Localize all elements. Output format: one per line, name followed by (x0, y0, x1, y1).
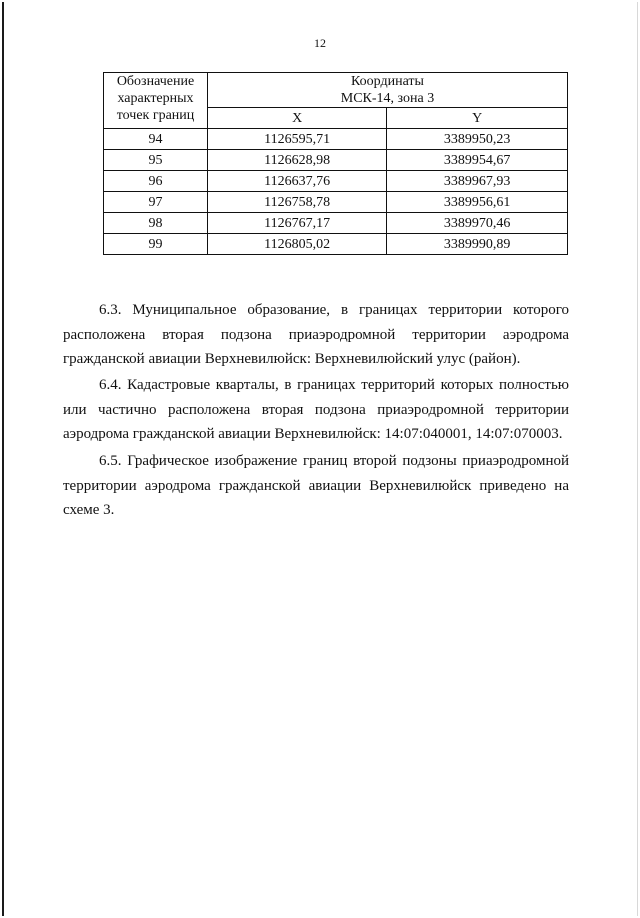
table-row (104, 171, 568, 192)
x-cell: 1126805,02 (208, 234, 387, 255)
header-coords-cell (208, 73, 568, 108)
header-points-cell (104, 73, 208, 129)
page-number: 12 (314, 36, 326, 50)
y-cell: 3389970,46 (387, 213, 568, 234)
paragraph-6-5 (63, 449, 569, 523)
table-row (104, 129, 568, 150)
y-cell: 3389967,93 (387, 171, 568, 192)
paragraph-6-3 (63, 298, 569, 372)
header-points-line: точек границ (116, 108, 195, 123)
y-cell: 3389990,89 (387, 234, 568, 255)
header-coords-title: Координаты (351, 74, 424, 89)
point-cell: 96 (104, 171, 208, 192)
x-cell: 1126767,17 (208, 213, 387, 234)
point-cell: 97 (104, 192, 208, 213)
table-header-row (104, 73, 568, 108)
y-cell: 3389950,23 (387, 129, 568, 150)
y-cell: 3389954,67 (387, 150, 568, 171)
point-cell: 98 (104, 213, 208, 234)
table-row (104, 192, 568, 213)
point-cell: 94 (104, 129, 208, 150)
point-cell: 99 (104, 234, 208, 255)
x-cell: 1126628,98 (208, 150, 387, 171)
y-cell: 3389956,61 (387, 192, 568, 213)
table-row (104, 234, 568, 255)
header-points-line: Обозначение (116, 74, 195, 89)
header-y-cell: Y (387, 108, 568, 129)
paragraph-text: 6.4. Кадастровые кварталы, в границах территорий которых полностью или частично расположена вторая подзона приаэродромной территории аэродрома гражданской авиации Верхневилюйск: 14:07:040001, 14:07:070003. (63, 377, 569, 442)
table-row (104, 150, 568, 171)
table-row (104, 213, 568, 234)
header-coords-system: МСК-14, зона 3 (340, 91, 435, 106)
paragraph-6-4 (63, 373, 569, 447)
paragraph-text: 6.3. Муниципальное образование, в границах территории которого расположена вторая подзона приаэродромной территории аэродрома гражданской авиации Верхневилюйск: Верхневилюйский улус (район). (63, 302, 569, 367)
x-cell: 1126595,71 (208, 129, 387, 150)
coordinates-table (103, 72, 568, 255)
header-x-cell: X (208, 108, 387, 129)
point-cell: 95 (104, 150, 208, 171)
paragraph-text: 6.5. Графическое изображение границ второй подзоны приаэродромной территории аэродрома гражданской авиации Верхневилюйск приведено на схеме 3. (63, 453, 569, 518)
header-points-line: характерных (117, 91, 194, 106)
x-cell: 1126758,78 (208, 192, 387, 213)
x-cell: 1126637,76 (208, 171, 387, 192)
